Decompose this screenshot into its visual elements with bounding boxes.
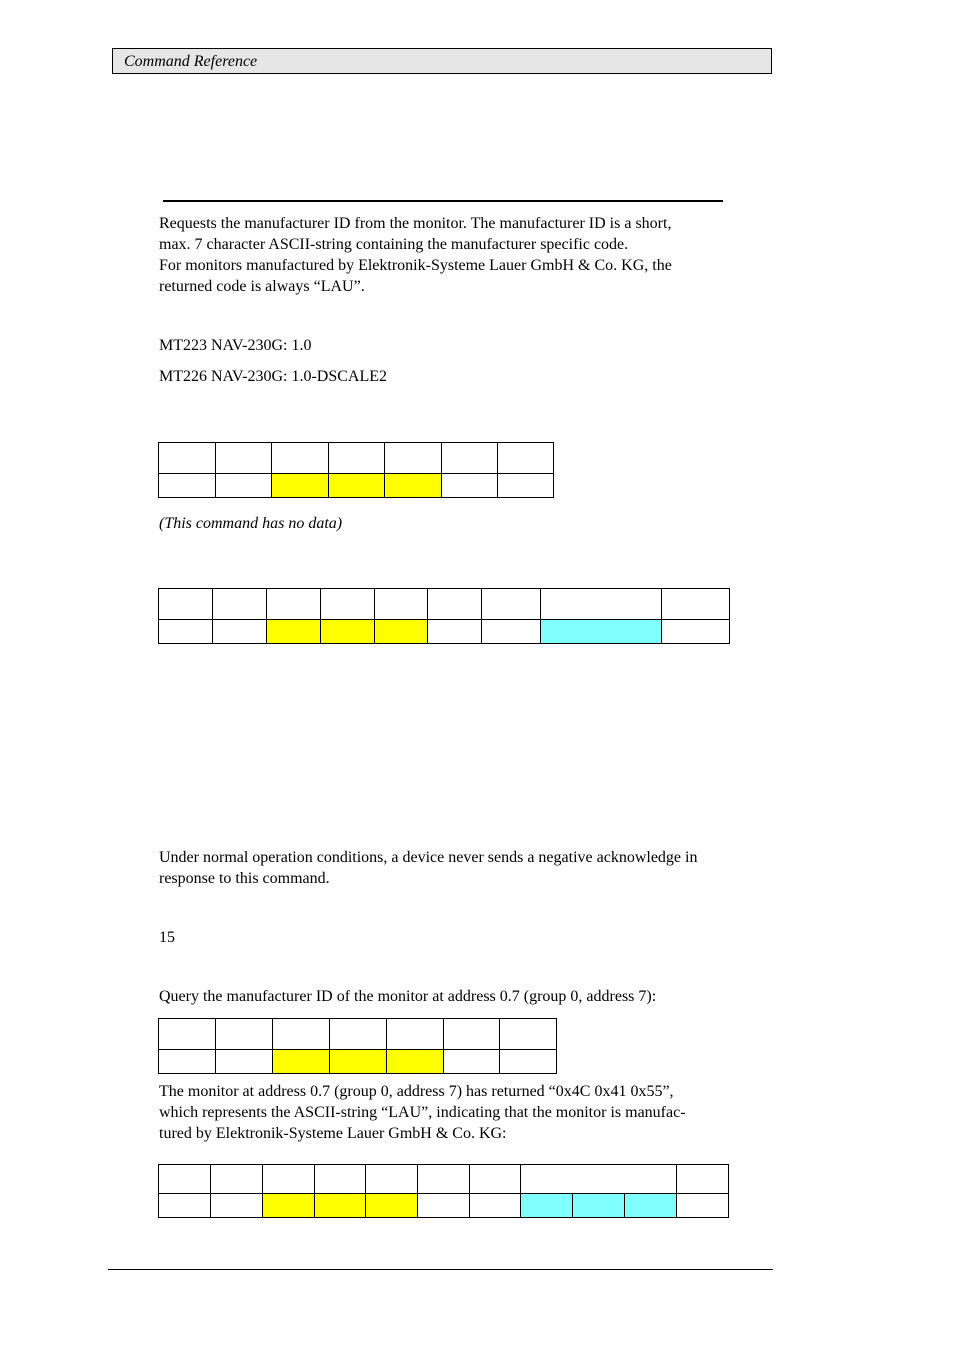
table-cell	[375, 589, 428, 620]
table-cell	[498, 474, 554, 498]
table-cell	[541, 589, 662, 620]
table-cell	[159, 1050, 216, 1074]
command-byte-cell	[273, 1050, 330, 1074]
table-cell	[213, 620, 267, 644]
table-cell	[216, 474, 272, 498]
example-query-text: Query the manufacturer ID of the monitor at address 0.7 (group 0, address 7):	[159, 988, 657, 1005]
page-header	[112, 48, 772, 74]
table-cell	[385, 443, 442, 474]
table-cell	[662, 620, 730, 644]
command-byte-cell	[385, 474, 442, 498]
example-response-line-3: tured by Elektronik-Systeme Lauer GmbH & Co. KG:	[159, 1125, 507, 1142]
table-cell	[470, 1194, 521, 1218]
command-byte-cell	[272, 474, 329, 498]
table-cell	[442, 443, 498, 474]
version-mt223: MT223 NAV-230G: 1.0	[159, 337, 312, 354]
table-cell	[216, 443, 272, 474]
footer-rule	[108, 1269, 773, 1270]
table-byte-row	[159, 1194, 729, 1218]
example-query-table	[158, 1018, 557, 1074]
table-cell	[387, 1019, 444, 1050]
table-cell	[272, 443, 329, 474]
table-cell	[418, 1165, 470, 1194]
description-line-4: returned code is always “LAU”.	[159, 278, 365, 295]
table-cell	[444, 1050, 500, 1074]
example-response-table	[158, 1164, 729, 1218]
table-cell	[216, 1019, 273, 1050]
table-header-row	[159, 1165, 729, 1194]
description-line-1: Requests the manufacturer ID from the monitor. The manufacturer ID is a short,	[159, 215, 672, 232]
table-cell	[482, 589, 541, 620]
version-mt226: MT226 NAV-230G: 1.0-DSCALE2	[159, 368, 388, 385]
table-cell	[521, 1165, 677, 1194]
description-line-2: max. 7 character ASCII-string containing the manufacturer specific code.	[159, 236, 629, 253]
table-cell	[159, 1019, 216, 1050]
command-byte-cell	[329, 474, 385, 498]
table-cell	[418, 1194, 470, 1218]
table-cell	[216, 1050, 273, 1074]
table-cell	[500, 1019, 557, 1050]
section-rule	[163, 200, 723, 202]
table-cell	[366, 1165, 418, 1194]
table-cell	[211, 1194, 263, 1218]
table-header-row	[159, 589, 730, 620]
table-cell	[273, 1019, 330, 1050]
table-cell	[159, 1194, 211, 1218]
table-byte-row	[159, 474, 554, 498]
table-byte-row	[159, 620, 730, 644]
table-cell	[498, 443, 554, 474]
table-cell	[159, 1165, 211, 1194]
example-response-line-1: The monitor at address 0.7 (group 0, address 7) has returned “0x4C 0x41 0x55”,	[159, 1083, 674, 1100]
command-byte-cell	[315, 1194, 366, 1218]
nack-line-2: response to this command.	[159, 870, 330, 887]
table-cell	[315, 1165, 366, 1194]
description-line-3: For monitors manufactured by Elektronik-Systeme Lauer GmbH & Co. KG, the	[159, 257, 672, 274]
table-cell	[159, 589, 213, 620]
data-byte-cell	[541, 620, 662, 644]
table-cell	[677, 1165, 729, 1194]
table-cell	[428, 620, 482, 644]
command-byte-cell	[330, 1050, 387, 1074]
table-cell	[482, 620, 541, 644]
command-byte-cell	[267, 620, 321, 644]
command-number: 15	[159, 929, 175, 946]
data-byte-cell	[625, 1194, 677, 1218]
table-cell	[263, 1165, 315, 1194]
command-byte-cell	[321, 620, 375, 644]
table-cell	[677, 1194, 729, 1218]
table-cell	[662, 589, 730, 620]
table-cell	[159, 620, 213, 644]
data-byte-cell	[573, 1194, 625, 1218]
command-byte-cell	[366, 1194, 418, 1218]
command-byte-cell	[375, 620, 428, 644]
table-cell	[159, 474, 216, 498]
table-cell	[159, 443, 216, 474]
response-frame-table	[158, 588, 730, 644]
command-frame-table	[158, 442, 554, 498]
table-cell	[444, 1019, 500, 1050]
table-header-row	[159, 1019, 557, 1050]
table-cell	[442, 474, 498, 498]
table-cell	[211, 1165, 263, 1194]
table-cell	[500, 1050, 557, 1074]
table-header-row	[159, 443, 554, 474]
command-note: (This command has no data)	[159, 515, 343, 532]
example-response-line-2: which represents the ASCII-string “LAU”, indicating that the monitor is manufac-	[159, 1104, 686, 1121]
command-byte-cell	[263, 1194, 315, 1218]
header-title: Command Reference	[124, 53, 258, 70]
command-byte-cell	[387, 1050, 444, 1074]
table-cell	[330, 1019, 387, 1050]
table-cell	[267, 589, 321, 620]
table-cell	[470, 1165, 521, 1194]
table-cell	[213, 589, 267, 620]
table-cell	[321, 589, 375, 620]
table-byte-row	[159, 1050, 557, 1074]
table-cell	[329, 443, 385, 474]
nack-line-1: Under normal operation conditions, a device never sends a negative acknowledge in	[159, 849, 698, 866]
data-byte-cell	[521, 1194, 573, 1218]
table-cell	[428, 589, 482, 620]
